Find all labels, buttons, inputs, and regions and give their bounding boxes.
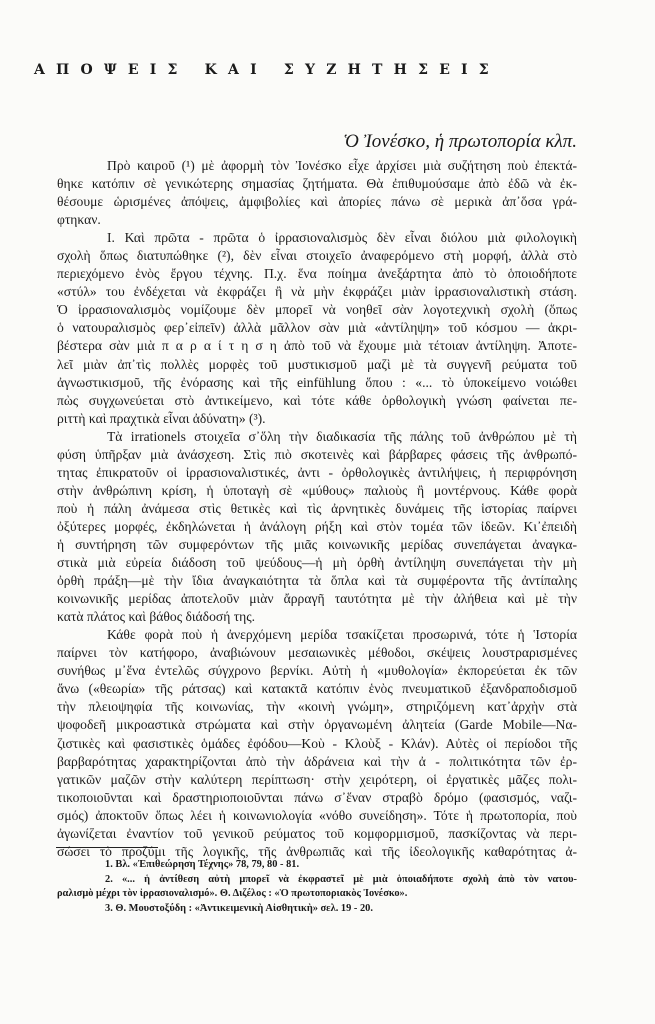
body-line: ἄνω («θεωρία» τῆς ράτσας) καὶ κατακτᾶ κατόπιν ἑνὸς πνευματικοῦ ἐξανδραποδισμοῦ	[57, 681, 577, 697]
body-line: θηκε κατόπιν σὲ γενικώτερης σημασίας ζητήματα. Θὰ ἐπιθυμούσαμε ἀπὸ ἐδῶ νὰ ἐκ-	[57, 176, 577, 192]
body-line: τὴν πλειοψηφία τῆς κοινωνίας, τὴν «κοινὴ γνώμη», στηριζόμενη κατ᾽ἀρχὴν στὰ	[57, 699, 577, 715]
body-line: πὼς συγχωνεύεται στὸ ἀντικείμενο, καὶ τότε κάθε ὀρθολογικὴ γνώση φαίνεται πε-	[57, 392, 577, 408]
body-line: ἡ συντήρηση τῶν συμφερόντων τῆς μιᾶς κοινωνικῆς μερίδας συνεπάγεται ἀναγκα-	[57, 536, 577, 552]
body-line: ἀγωνίζεται ἐναντίον τοῦ γενικοῦ ρεύματος τοῦ κομφορμισμοῦ, πασκίζοντας νὰ περι-	[57, 825, 577, 841]
body-line: βαρβαρότητας χαρακτηρίζονται ἀπὸ τὴν ἀδράνεια καὶ τὴν ἀ - πολιτικότητα τῶν ἐρ-	[57, 753, 577, 769]
body-line: σχολὴ ὅπως διατυπώθηκε (²), δὲν εἶναι στοιχεῖο ἀναφερόμενο στὴ μορφή, ἀλλὰ στὸ	[57, 248, 577, 264]
body-line: Πρὸ καιροῦ (¹) μὲ ἀφορμὴ τὸν Ἰονέσκο εἶχε ἀρχίσει μιὰ συζήτηση ποὺ ἐπεκτά-	[107, 158, 577, 173]
body-line: λεῖ μιὰν ἀπ᾽τὶς πολλὲς μορφὲς τοῦ μυστικισμοῦ μαζὶ μὲ τὰ συγγενῆ ρεύματα τοῦ	[57, 356, 577, 372]
body-line: στικὰ μιὰ εὐρεία διάδοση τοῦ ψεύδους—ἡ μὴ ὀρθὴ ἀντίληψη συνεπάγεται τὴν μὴ	[57, 555, 577, 571]
body-line: βέστερα σὰν μιὰ π α ρ α ί τ η σ η ἀπὸ τοῦ νὰ ἔχουμε μιὰ τέτοιαν ἀντίληψη. Ἀποτε-	[57, 338, 577, 354]
body-line: «στύλ» του ἐνδέχεται νὰ ἐκφράζει ἢ νὰ μὴν ἐκφράζει μιὰν ἰρρασιοναλιστικὴ στάση.	[57, 284, 577, 300]
footnote-2: 2. «... ἡ ἀντίθεση αὐτὴ μπορεῖ νὰ ἐκφραστεῖ μὲ μιὰ ὁποιαδήποτε σχολὴ ἀπὸ τὸν νατου-	[105, 873, 577, 885]
body-line: σώσει τὸ προζύμι τῆς λογικῆς, τῆς ἀνθρωπιᾶς καὶ τῆς ἰδεολογικῆς καθαρότητας ἀ-	[57, 843, 577, 859]
body-line: ψοφοδεῆ μικροαστικὰ στρώματα καὶ στὴν ὀργανωμένη ἀλητεία (Garde Mobile—Να-	[57, 717, 577, 733]
article-body	[57, 157, 577, 861]
footnote-1: 1. Βλ. «Ἐπιθεώρηση Τέχνης» 78, 79, 80 - 81.	[105, 859, 300, 870]
body-line: ριττὴ καὶ πραχτικὰ εἶναι ἀδύνατη» (³).	[57, 410, 266, 426]
footnotes	[57, 858, 577, 917]
footnote-2-cont: ραλισμὸ μέχρι τὸν ἰρρασιοναλισμό». Θ. Διζέλος : «Ὁ πρωτοποριακὸς Ἰονέσκο».	[57, 888, 408, 900]
body-line: ζιστικὲς καὶ φασιστικὲς ὁμάδες ἐφόδου—Κοὺ - Κλοὺξ - Κλάν). Αὐτὲς οἱ περίοδοι τῆς	[57, 735, 577, 751]
body-line: κατὰ πλάτος καὶ βάθος διάδοσή της.	[57, 609, 256, 625]
body-line: Κάθε φορὰ ποὺ ἡ ἀνερχόμενη μερίδα τσακίζεται προσωρινά, τότε ἡ Ἱστορία	[107, 627, 577, 643]
body-line: Ὁ ἰρρασιοναλισμὸς νομίζουμε δὲν μπορεῖ νὰ νοηθεῖ σὰν λογοτεχνικὴ σχολὴ (ὅπως	[57, 302, 577, 318]
body-line: ὁ νατουραλισμὸς φερ᾽εἰπεῖν) ἀλλὰ μᾶλλον σὰν μιὰ «ἀντίληψη» τοῦ κόσμου — ἀκρι-	[57, 320, 577, 336]
body-line: φτηκαν.	[57, 212, 101, 228]
body-line: ποὺ ἡ πάλη ἀνάμεσα στὶς θετικὲς καὶ τὶς ἀρνητικὲς δυνάμεις τῆς ἱστορίας παίρνει	[57, 500, 577, 516]
body-line: ὀρθὴ πράξη—μὲ τὴν ἴδια ἀναγκαιότητα τὰ ὅπλα καὶ τὰ συμφέροντα τῆς ἀντίπαλης	[57, 573, 577, 589]
body-line: γατικῶν μαζῶν στὴν καλύτερη περίπτωση· στὴν χειρότερη, οἱ ἐργατικὲς μᾶζες πολι-	[57, 771, 577, 787]
body-line: τητας ἐπικρατοῦν οἱ ἰρρασιοναλιστικές, ἀντι - ὀρθολογικὲς ἀντιλήψεις, ἡ περιφρόνηση	[57, 464, 577, 480]
article-title: Ὁ Ἰονέσκο, ἡ πρωτοπορία κλπ.	[343, 131, 577, 152]
body-line: περιεχόμενο ἑνὸς ἔργου τέχνης. Π.χ. ἕνα ποίημα ἀνεξάρτητα ἀπὸ τὸ ὁποιοδήποτε	[57, 266, 577, 282]
body-line: παίρνει τὸν κατήφορο, ἀναβιώνουν μεσαιωνικὲς μέθοδοι, σκέψεις λουστραρισμένες	[57, 645, 577, 661]
body-line: σμός) ἀποκτοῦν ὅπως λέει ἡ κοινωνιολογία «νόθο συνείδηση». Τότε ἡ πρωτοπορία, ποὺ	[57, 807, 577, 823]
body-line: Ι. Καὶ πρῶτα - πρῶτα ὁ ἰρρασιοναλισμὸς δὲν εἶναι διόλου μιὰ φιλολογικὴ	[107, 230, 577, 246]
body-line: Τὰ irrationels στοιχεῖα σ᾽ὅλη τὴν διαδικασία τῆς πάλης τοῦ ἀνθρώπου μὲ τὴ	[107, 428, 577, 444]
body-line: συνήθως μ᾽ἕνα ἐντελῶς σύγχρονο βερνίκι. Αὐτὴ ἡ «μυθολογία» ἐκπορεύεται ἐκ τῶν	[57, 663, 577, 679]
body-line: φύση ὑπῆρξαν μιὰ ἀνάσχεση. Στὶς πιὸ σκοτεινὲς καὶ βάρβαρες φάσεις τῆς ἀνθρωπό-	[57, 446, 577, 462]
body-line: θέσουμε ὡρισμένες ἀπόψεις, ἀμφιβολίες καὶ ἀπορίες πάνω σὲ μερικὰ ἀπ᾽ὅσα γρά-	[57, 194, 577, 210]
footnote-3: 3. Θ. Μουστοξύδη : «Ἀντικειμενικὴ Αἰσθητικὴ» σελ. 19 - 20.	[105, 903, 373, 915]
body-line: κοινωνικῆς μερίδας ἀποτελοῦν μιὰν ἄρραγῆ ταυτότητα μὲ τὴν ἀλήθεια καὶ μὲ τὴν	[57, 591, 577, 607]
body-line: ὀξύτερες μορφές, ἐκδηλώνεται ἡ ἀνάλογη ρήξη καὶ στὸν τομέα τῶν ἰδεῶν. Κι᾽ἐπειδὴ	[57, 518, 577, 534]
body-line: τικοποιοῦνται καὶ δραστηριοποιοῦνται πάνω σ᾽ἕναν στραβὸ δρόμο (φασισμός, ναζι-	[57, 789, 577, 805]
body-line: στὴν ἀνθρώπινη κρίση, ἡ ὑποταγὴ σὲ «μύθους» παλιοὺς ἢ μοντέρνους. Κάθε φορὰ	[57, 482, 577, 498]
section-title: ΑΠΟΨΕΙΣ ΚΑΙ ΣΥΖΗΤΗΣΕΙΣ	[34, 62, 500, 78]
body-line: ἀγνωστικισμοῦ, τῆς ἐνόρασης καὶ τῆς einfühlung ὅπου : «... τὸ ὑποκείμενο νοιώθει	[57, 374, 577, 390]
footnote-divider	[56, 847, 158, 848]
